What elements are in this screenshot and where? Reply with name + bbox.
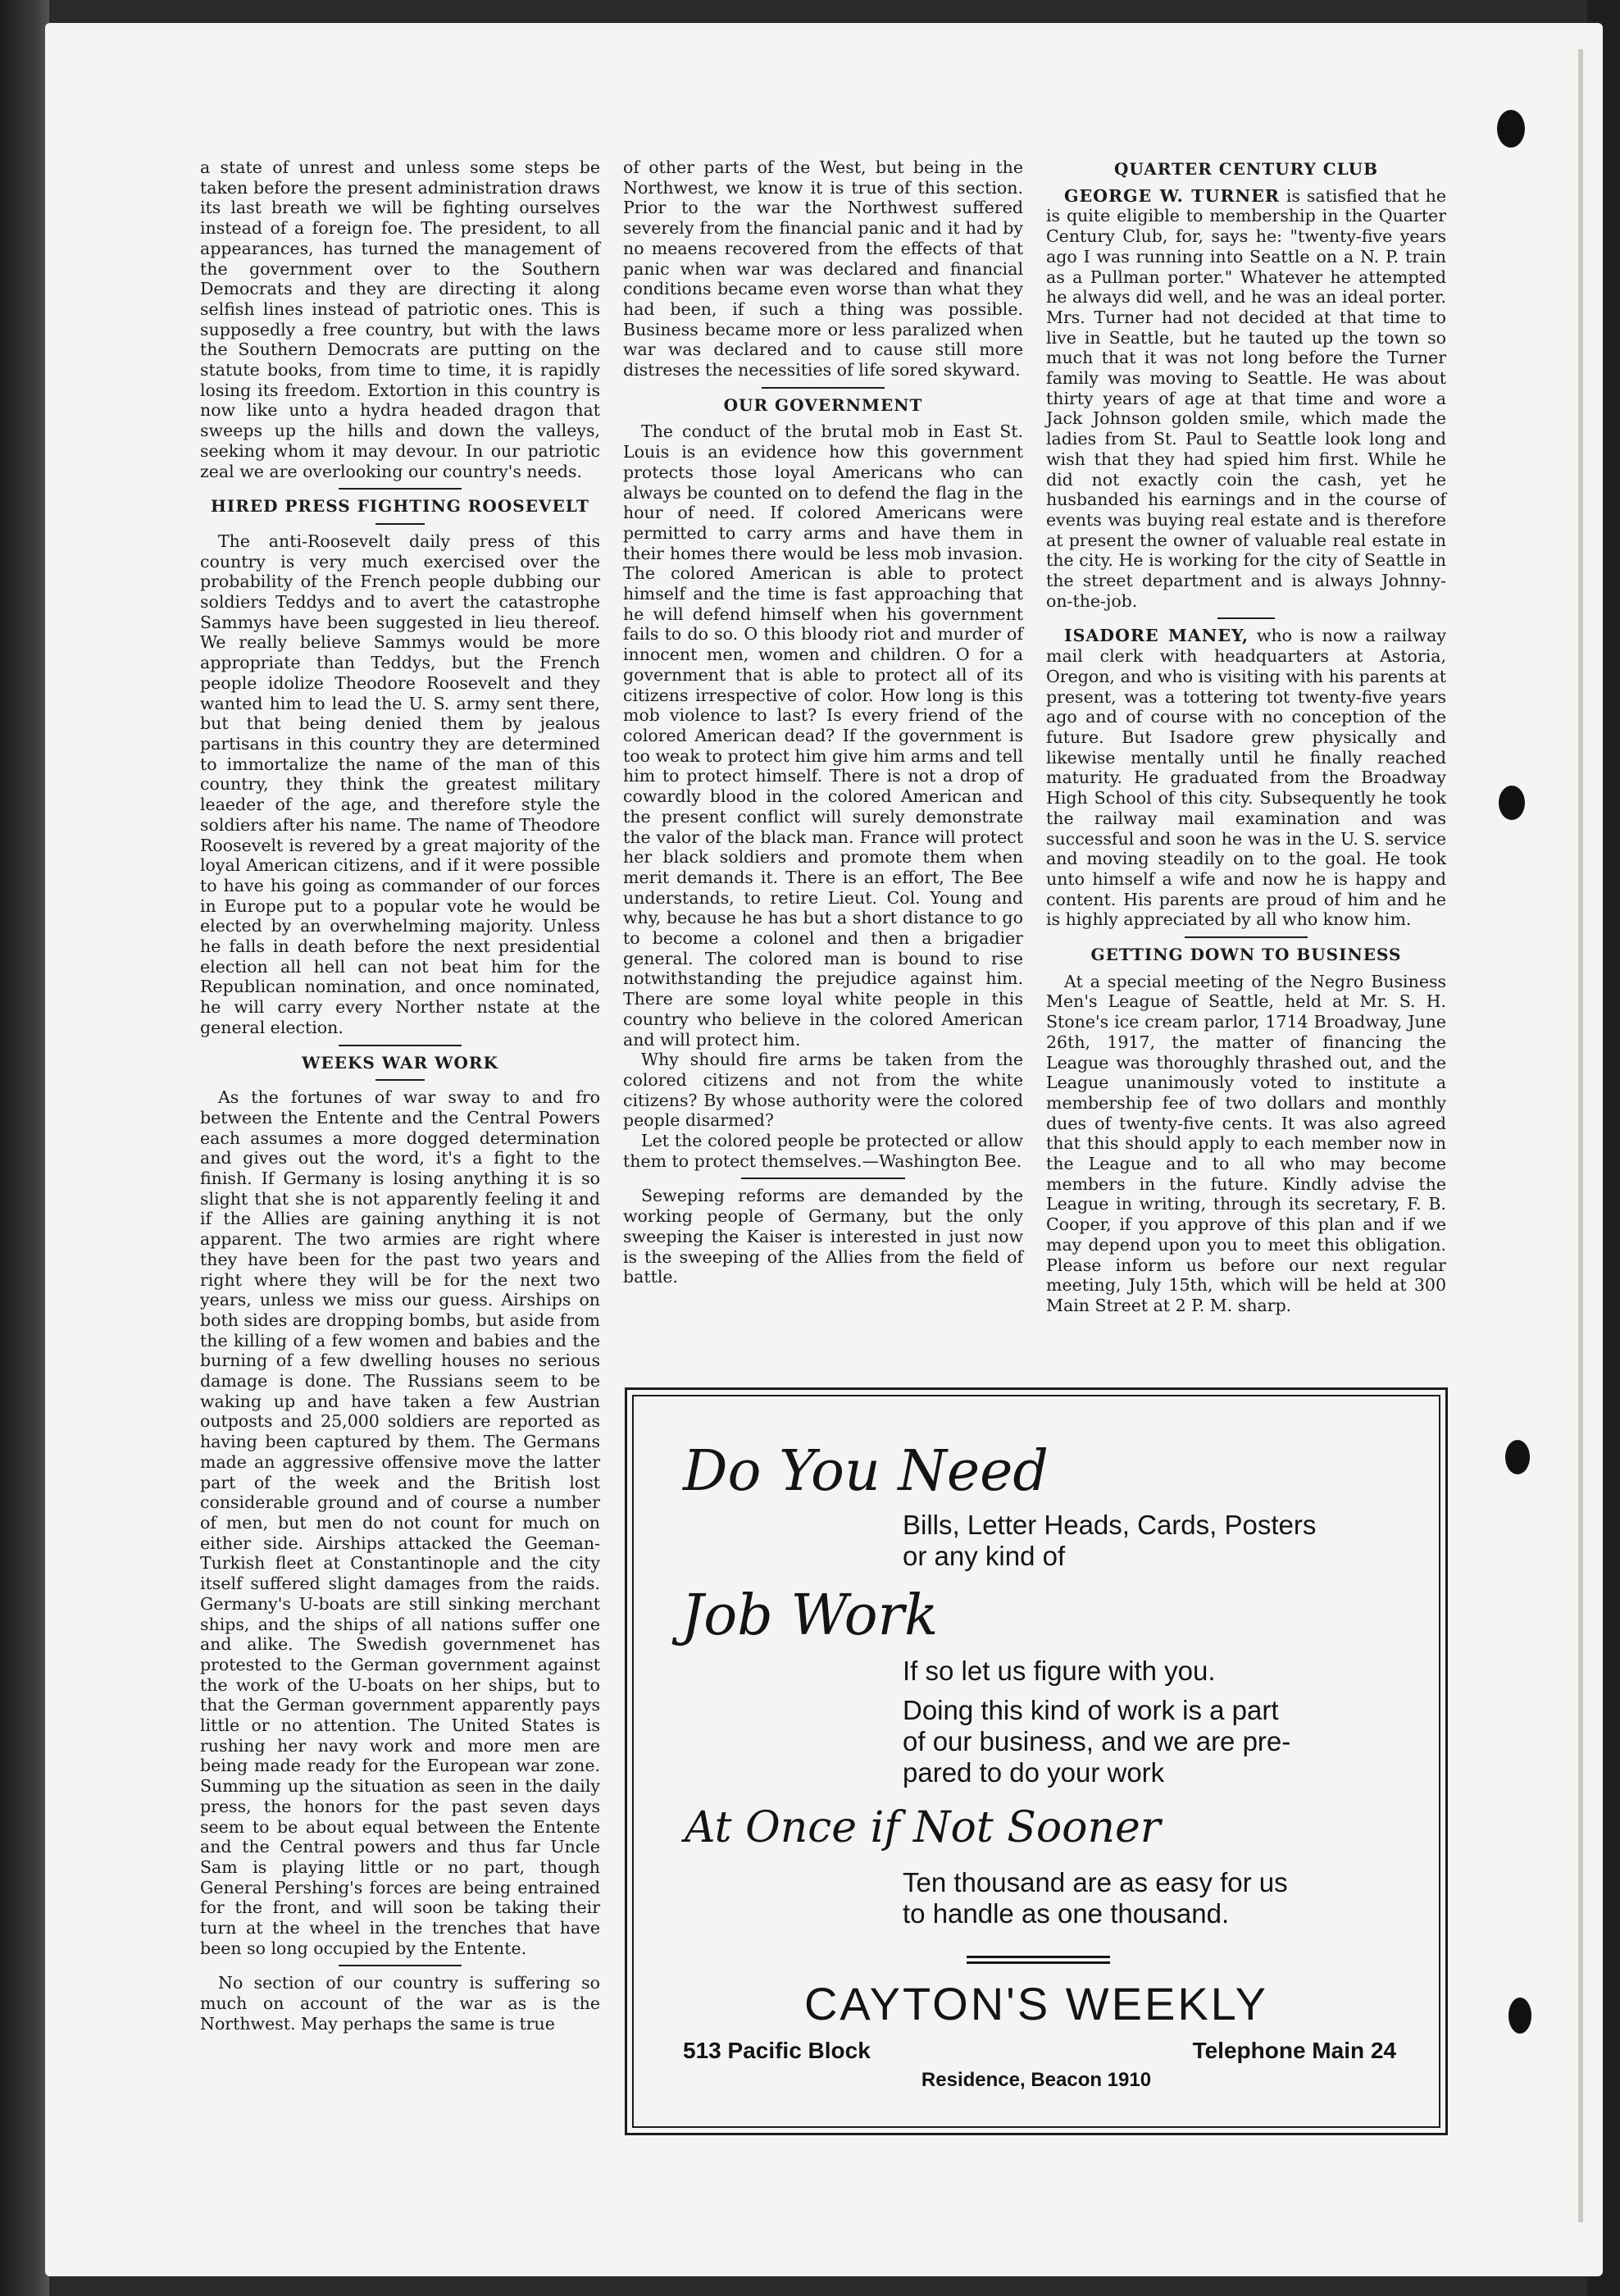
binding-hole-2 [1499, 786, 1525, 820]
ad-text: or any kind of [903, 1541, 1066, 1571]
ad-brand-name: CAYTON'S WEEKLY [803, 1978, 1269, 2029]
headline-quarter-century-club: QUARTER CENTURY CLUB [1114, 159, 1378, 179]
person-name-turner: GEORGE W. TURNER [1064, 185, 1280, 206]
ad-text: Ten thousand are as easy for us [903, 1867, 1288, 1897]
binding-hole-3 [1505, 1440, 1530, 1474]
binding-hole-1 [1497, 110, 1525, 148]
binding-hole-4 [1509, 1998, 1531, 2034]
advertisement-box [625, 1387, 1448, 2135]
headline-our-government: OUR GOVERNMENT [723, 394, 923, 415]
page-fold-shadow [1578, 49, 1583, 2222]
divider-rule [375, 523, 425, 525]
column-middle [623, 157, 1023, 1287]
article-weeks-war-work-text: As the fortunes of war sway to and fro between the Entente and the Central Powers each assumes a more dogged determination and gives out the word, it's a fight to the finish. If Germany is losing anything it is so slight that she is not apparently feeling it and if the Allies are gaining anything it is not apparent. The two armies are right where they have been for the past two years and right where they will be for the next two years, unless we miss our guess. Airships on both sides are dropping bombs, but aside from the killing of a few women and babies and the burning of a few dwelling houses no serious damage is done. The Russians seem to be waking up and have taken a few Austrian outposts and 25,000 soldiers are reported as having been captured by them. The Germans made an aggressive offensive move the latter part of the week and the British lost considerable ground and of course a number of men, but men do not count for much on either side. Airships attacked the Geeman-Turkish fleet at Constantinople and the city itself suffered slight damages from the raids. Germany's U-boats are still sinking merchant ships, and the ships of all nations suffer one and alike. The Swedish governmenet has protested to the German government against the work of the U-boats on her ships, but to that the German government apparently pays little or no attention. The United States is rushing her navy work and more men are being made ready for the European war zone. Summing up the situation as seen in the daily press, the honors for the past seven days seem to be about equal between the Entente and the Central powers and thus far Uncle Sam is playing little or no part, though General Pershing's forces are being entrained for the front, and will soon be taking their turn at the wheel in the trenches that have been so long occupied by the Entente. [200, 1087, 600, 1958]
ad-heading-do-you-need: Do You Need [683, 1439, 1049, 1504]
article-turner-text: is satisfied that he is quite eligible to membership in the Quarter Century Club, for, says he: "twenty-five years ago I was running into Seattle on a N. P. train as a Pullman porter." Whatever he attempted he always did well, and he was an ideal porter. Mrs. Turner had not decided at that time to live in Seattle, but he tauted up the town so much that it was not long before the Turner family was moving to Seattle. He was about thirty years of age at that time and wore a Jack Johnson golden smile, which made the ladies from St. Paul to Seattle look long and wish that they had spied him first. While he did not exactly coin the cash, yet he husbanded his earnings and in the course of events was buying real estate and is therefore at present the owner of valuable real estate in the city. He is working for the city of Seattle in the street department and is always Johnny-on-the-job. [1046, 185, 1446, 611]
headline-weeks-war-work: WEEKS WAR WORK [302, 1052, 498, 1073]
article-northwest-text: No section of our country is suffering so much on account of the war as is the Northwest. May perhaps the same is true [200, 1973, 600, 2034]
column-right [1046, 157, 1446, 1316]
film-edge-left [0, 0, 49, 2296]
divider-rule [762, 387, 885, 389]
ad-text: pared to do your work [903, 1757, 1165, 1788]
article-continued-text: of other parts of the West, but being in the Northwest, we know it is true of this section. Prior to the war the Northwest suffered severely from the financial panic and it had by no meaens recovered from the effects of that panic when war was declared and financial conditions became even worse than what they had been, if such a thing was possible. Business became more or less paralized when war was declared and to cause still more distreses the necessities of life sored skyward. [623, 157, 1023, 380]
divider-rule [1217, 617, 1275, 619]
article-sweeping-reforms-text: Seweping reforms are demanded by the working people of Germany, but the only sweeping the Kaiser is interested in just now is the sweeping of the Allies from the field of battle. [623, 1186, 1023, 1287]
article-business-league-text: At a special meeting of the Negro Business Men's League of Seattle, held at Mr. S. H. Stone's ice cream parlor, 1714 Broadway, June 26th, 1917, the matter of financing the League was thoroughly thrashed out, and the League unanimously voted to institute a membership fee of two dollars and monthly dues of twenty-five cents. It was also agreed that this should apply to each member now in the League and to all who may become members in the future. Kindly advise the League in writing, through its secretary, F. B. Cooper, if you approve of this plan and if we may depend upon you to meet this obligation. Please inform us before our next regular meeting, July 15th, which will be held at 300 Main Street at 2 P. M. sharp. [1046, 971, 1446, 1315]
headline-getting-down-to-business: GETTING DOWN TO BUSINESS [1090, 945, 1402, 965]
article-our-government-text-2: Why should fire arms be taken from the colored citizens and not from the white citizens? By whose authority were the colored people disarmed? [623, 1050, 1023, 1131]
ad-text: If so let us figure with you. [903, 1656, 1216, 1686]
divider-rule [339, 1045, 462, 1046]
article-our-government-text-3: Let the colored people be protected or allow them to protect themselves.—Washington Bee. [623, 1131, 1023, 1171]
ad-heading-at-once: At Once if Not Sooner [685, 1803, 1161, 1852]
ad-text: Bills, Letter Heads, Cards, Posters [903, 1510, 1317, 1540]
ad-double-rule [967, 1956, 1110, 1958]
ad-text: Doing this kind of work is a part [903, 1695, 1279, 1725]
ad-address: 513 Pacific Block [683, 2038, 871, 2063]
ad-text: of our business, and we are pre- [903, 1726, 1291, 1756]
headline-hired-press: HIRED PRESS FIGHTING ROOSEVELT [210, 496, 590, 517]
divider-rule [741, 1178, 905, 1179]
article-continued-text: a state of unrest and unless some steps be taken before the present administration draws its last breath we will be fighting ourselves instead of a foreign foe. The president, to all appearances, has turned the management of the government over to the Southern Democrats and they are directing it along selfish lines instead of patriotic ones. This is supposedly a free country, but with the laws the Southern Democrats are putting on the statute books, from time to time, it is rapidly losing its freedom. Extortion in this country is now like unto a hydra headed dragon that sweeps up the hills and down the valleys, seeking whom it may devour. In our patriotic zeal we are overlooking our country's needs. [200, 157, 600, 481]
column-left [200, 157, 600, 2034]
article-hired-press-text: The anti-Roosevelt daily press of this country is very much exercised over the probability of the French people dubbing our soldiers Teddys and to avert the catastrophe Sammys have been suggested in lieu thereof. We really believe Sammys would be more appropriate than Teddys, but the French people idolize Theodore Roosevelt and they wanted him to lead the U. S. army sent there, but that being denied them by jealous partisans in this country they are determined to immortalize the name of the man of this country, they think the greatest military leaeder of the age, and therefore style the soldiers after his name. The name of Theodore Roosevelt is revered by a great majority of the loyal American citizens, and if it were possible to have his going as commander of our forces in Europe put to a popular vote he would be elected by an overwhelming majority. Unless he falls in death before the next presidential election all hell can not beat him for the Republican nomination, and once nominated, he will carry every Norther nstate at the general election. [200, 531, 600, 1037]
ad-double-rule [967, 1961, 1110, 1964]
article-maney-text: who is now a railway mail clerk with headquarters at Astoria, Oregon, and who is visiting with his parents at present, was a tottering tot twenty-five years ago and of course with no conception of the future. But Isadore grew physically and likewise mentally until he finally reached maturity. He graduated from the Broadway High School of this city. Subsequently he took the railway mail examination and was successful and soon he was in the U. S. service and moving steadily on to the goal. He took unto himself a wife and now he is happy and content. His parents are proud of him and he is highly appreciated by all who know him. [1046, 626, 1446, 930]
divider-rule [375, 1079, 425, 1081]
ad-heading-job-work: Job Work [681, 1583, 939, 1648]
ad-text: to handle as one thousand. [903, 1898, 1230, 1929]
divider-rule [339, 1965, 462, 1966]
article-our-government-text: The conduct of the brutal mob in East St. Louis is an evidence how this government protects those loyal Americans who can always be counted on to defend the flag in the hour of need. If colored Americans were permitted to carry arms and have them in their homes there would be less mob invasion. The colored American is able to protect himself and the time is fast approaching that he will defend himself when his government fails to do so. O this bloody riot and murder of innocent men, women and children. O for a government that is able to protect all of its citizens irrespective of color. How long is this mob violence to last? Is every friend of the colored American dead? If the government is too weak to protect him give him arms and tell him to protect himself. There is not a drop of cowardly blood in the colored American and the present conflict will surely demonstrate the valor of the black man. France will protect her black soldiers and promote them when merit demands it. There is an effort, The Bee understands, to retire Lieut. Col. Young and why, because he has but a short distance to go to become a colonel and then a brigadier general. The colored man is bound to rise notwithstanding the prejudice against him. There are some loyal white people in this country who believe in the colored American and will protect him. [623, 421, 1023, 1050]
divider-rule [1185, 936, 1308, 938]
ad-telephone: Telephone Main 24 [1192, 2038, 1396, 2063]
ad-residence: Residence, Beacon 1910 [921, 2069, 1152, 2091]
divider-rule [339, 488, 462, 490]
person-name-maney: ISADORE MANEY, [1064, 626, 1249, 646]
